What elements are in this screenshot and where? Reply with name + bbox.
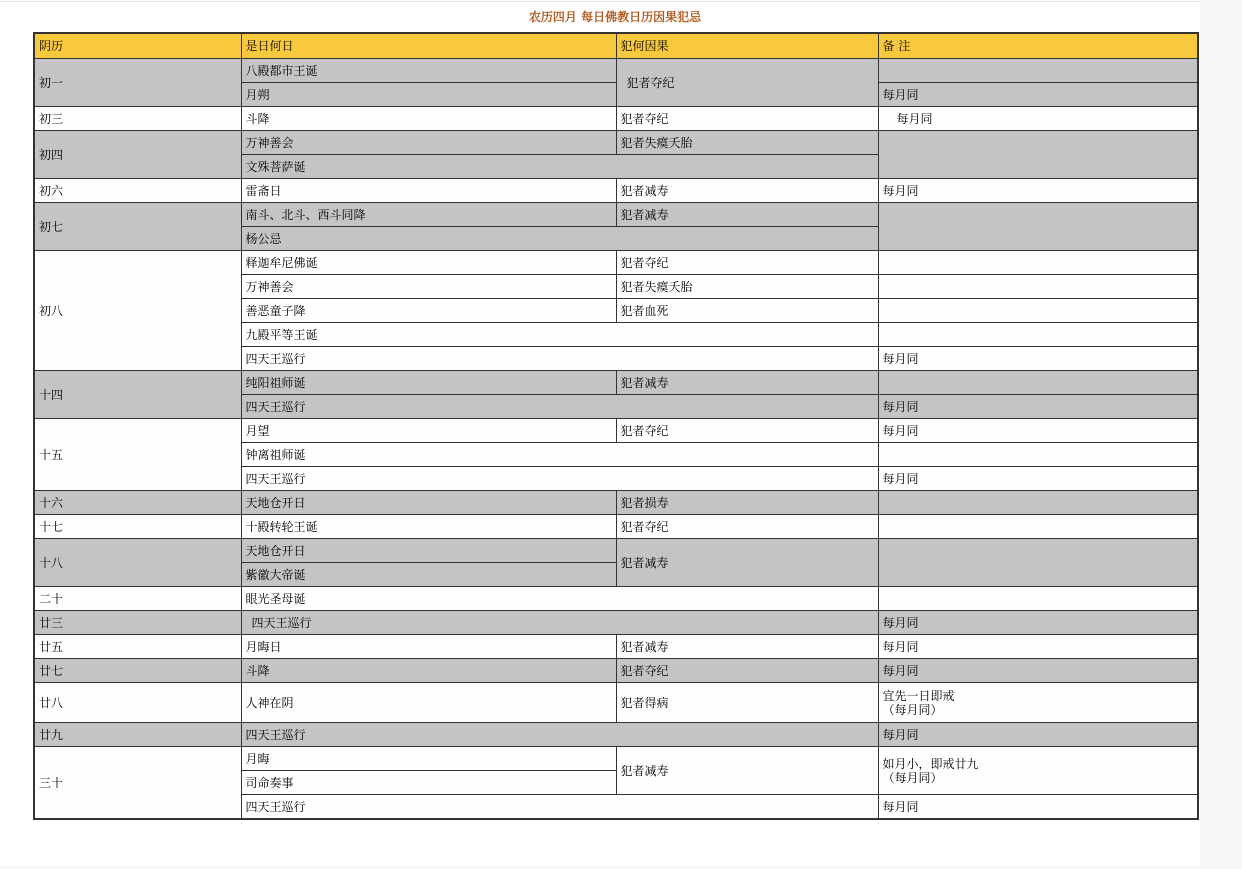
event-cell: 释迦牟尼佛诞 (241, 251, 616, 275)
lunar-date-cell: 初三 (34, 107, 241, 131)
note-cell (878, 275, 1198, 299)
note-cell (878, 587, 1198, 611)
right-margin-panel (1200, 0, 1242, 869)
lunar-date-cell: 廿三 (34, 611, 241, 635)
consequence-cell: 犯者夺纪 (616, 515, 878, 539)
event-cell: 万神善会 (241, 275, 616, 299)
consequence-cell: 犯者损寿 (616, 491, 878, 515)
lunar-date-cell: 十五 (34, 419, 241, 491)
lunar-date-cell: 二十 (34, 587, 241, 611)
event-cell: 斗降 (241, 659, 616, 683)
lunar-date-cell: 十四 (34, 371, 241, 419)
consequence-cell: 犯者血死 (616, 299, 878, 323)
table-row (34, 107, 1198, 131)
event-cell: 雷斋日 (241, 179, 616, 203)
consequence-cell: 犯者夺纪 (616, 107, 878, 131)
table-row (34, 59, 1198, 83)
event-cell: 九殿平等王诞 (241, 323, 878, 347)
consequence-cell: 犯者夺纪 (616, 251, 878, 275)
header-consequence: 犯何因果 (616, 33, 878, 59)
lunar-date-cell: 廿八 (34, 683, 241, 723)
event-cell: 月望 (241, 419, 616, 443)
event-cell: 四天王巡行 (241, 723, 878, 747)
consequence-cell: 犯者失瘼夭胎 (616, 131, 878, 155)
note-cell: 每月同 (878, 395, 1198, 419)
lunar-date-cell: 初一 (34, 59, 241, 107)
lunar-date-cell: 初六 (34, 179, 241, 203)
consequence-cell: 犯者减寿 (616, 203, 878, 227)
consequence-cell: 犯者减寿 (616, 747, 878, 795)
event-cell: 月朔 (241, 83, 616, 107)
consequence-cell: 犯者减寿 (616, 371, 878, 395)
note-cell: 每月同 (878, 795, 1198, 820)
event-cell: 眼光圣母诞 (241, 587, 878, 611)
table-row (34, 587, 1198, 611)
table-row (34, 179, 1198, 203)
table-row (34, 611, 1198, 635)
table-row (34, 515, 1198, 539)
table-row (34, 635, 1198, 659)
event-cell: 四天王巡行 (241, 795, 878, 820)
header-lunar-date: 阴历 (34, 33, 241, 59)
event-cell: 月晦日 (241, 635, 616, 659)
note-cell (878, 515, 1198, 539)
note-cell: 每月同 (878, 419, 1198, 443)
table-row (34, 683, 1198, 723)
consequence-cell: 犯者得病 (616, 683, 878, 723)
event-cell: 十殿转轮王诞 (241, 515, 616, 539)
note-cell (878, 491, 1198, 515)
note-cell (878, 323, 1198, 347)
note-cell: 每月同 (878, 179, 1198, 203)
note-cell (878, 59, 1198, 83)
consequence-cell: 犯者减寿 (616, 179, 878, 203)
page-title: 农历四月 每日佛教日历因果犯忌 (528, 10, 702, 24)
event-cell: 文殊菩萨诞 (241, 155, 878, 179)
note-cell: 每月同 (878, 659, 1198, 683)
event-cell: 善恶童子降 (241, 299, 616, 323)
event-cell: 天地仓开日 (241, 539, 616, 563)
table-row (34, 371, 1198, 395)
event-cell: 南斗、北斗、西斗同降 (241, 203, 616, 227)
consequence-cell: 犯者夺纪 (616, 419, 878, 443)
event-cell: 四天王巡行 (241, 611, 878, 635)
lunar-date-cell: 初八 (34, 251, 241, 371)
event-cell: 人神在阴 (241, 683, 616, 723)
note-cell: 每月同 (878, 107, 1198, 131)
lunar-date-cell: 初七 (34, 203, 241, 251)
event-cell: 钟离祖师诞 (241, 443, 878, 467)
note-cell: 宜先一日即戒 （每月同） (878, 683, 1198, 723)
event-cell: 八殿都市王诞 (241, 59, 616, 83)
table-row (34, 251, 1198, 275)
event-cell: 四天王巡行 (241, 467, 878, 491)
consequence-cell: 犯者夺纪 (616, 659, 878, 683)
event-cell: 紫徽大帝诞 (241, 563, 616, 587)
event-cell: 四天王巡行 (241, 395, 878, 419)
lunar-date-cell: 三十 (34, 747, 241, 820)
consequence-cell: 犯者减寿 (616, 539, 878, 587)
event-cell: 四天王巡行 (241, 347, 878, 371)
top-divider (0, 1, 1200, 2)
lunar-date-cell: 廿九 (34, 723, 241, 747)
note-cell: 每月同 (878, 347, 1198, 371)
table-row (34, 491, 1198, 515)
table-row (34, 419, 1198, 443)
consequence-cell: 犯者减寿 (616, 635, 878, 659)
header-remarks: 备 注 (878, 33, 1198, 59)
note-cell: 每月同 (878, 611, 1198, 635)
header-row (34, 33, 1198, 59)
event-cell: 万神善会 (241, 131, 616, 155)
note-cell (878, 443, 1198, 467)
table-row (34, 131, 1198, 155)
note-cell (878, 251, 1198, 275)
lunar-date-cell: 初四 (34, 131, 241, 179)
note-cell (878, 131, 1198, 179)
lunar-date-cell: 十七 (34, 515, 241, 539)
table-row (34, 723, 1198, 747)
note-cell: 每月同 (878, 83, 1198, 107)
calendar-table (33, 32, 1199, 820)
event-cell: 纯阳祖师诞 (241, 371, 616, 395)
note-cell: 每月同 (878, 635, 1198, 659)
note-cell (878, 299, 1198, 323)
note-cell (878, 371, 1198, 395)
note-cell: 每月同 (878, 723, 1198, 747)
event-cell: 月晦 (241, 747, 616, 771)
lunar-date-cell: 廿七 (34, 659, 241, 683)
lunar-date-cell: 十八 (34, 539, 241, 587)
event-cell: 司命奏事 (241, 771, 616, 795)
header-day-meaning: 是日何日 (241, 33, 616, 59)
lunar-date-cell: 十六 (34, 491, 241, 515)
event-cell: 天地仓开日 (241, 491, 616, 515)
lunar-date-cell: 廿五 (34, 635, 241, 659)
note-cell (878, 539, 1198, 587)
consequence-cell: 犯者夺纪 (616, 59, 878, 107)
note-cell (878, 203, 1198, 251)
consequence-cell: 犯者失瘼夭胎 (616, 275, 878, 299)
event-cell: 斗降 (241, 107, 616, 131)
table-row (34, 539, 1198, 563)
table-row (34, 659, 1198, 683)
note-cell: 每月同 (878, 467, 1198, 491)
table-row (34, 747, 1198, 771)
table-row (34, 203, 1198, 227)
note-cell: 如月小，即戒廿九 （每月同） (878, 747, 1198, 795)
event-cell: 杨公忌 (241, 227, 878, 251)
